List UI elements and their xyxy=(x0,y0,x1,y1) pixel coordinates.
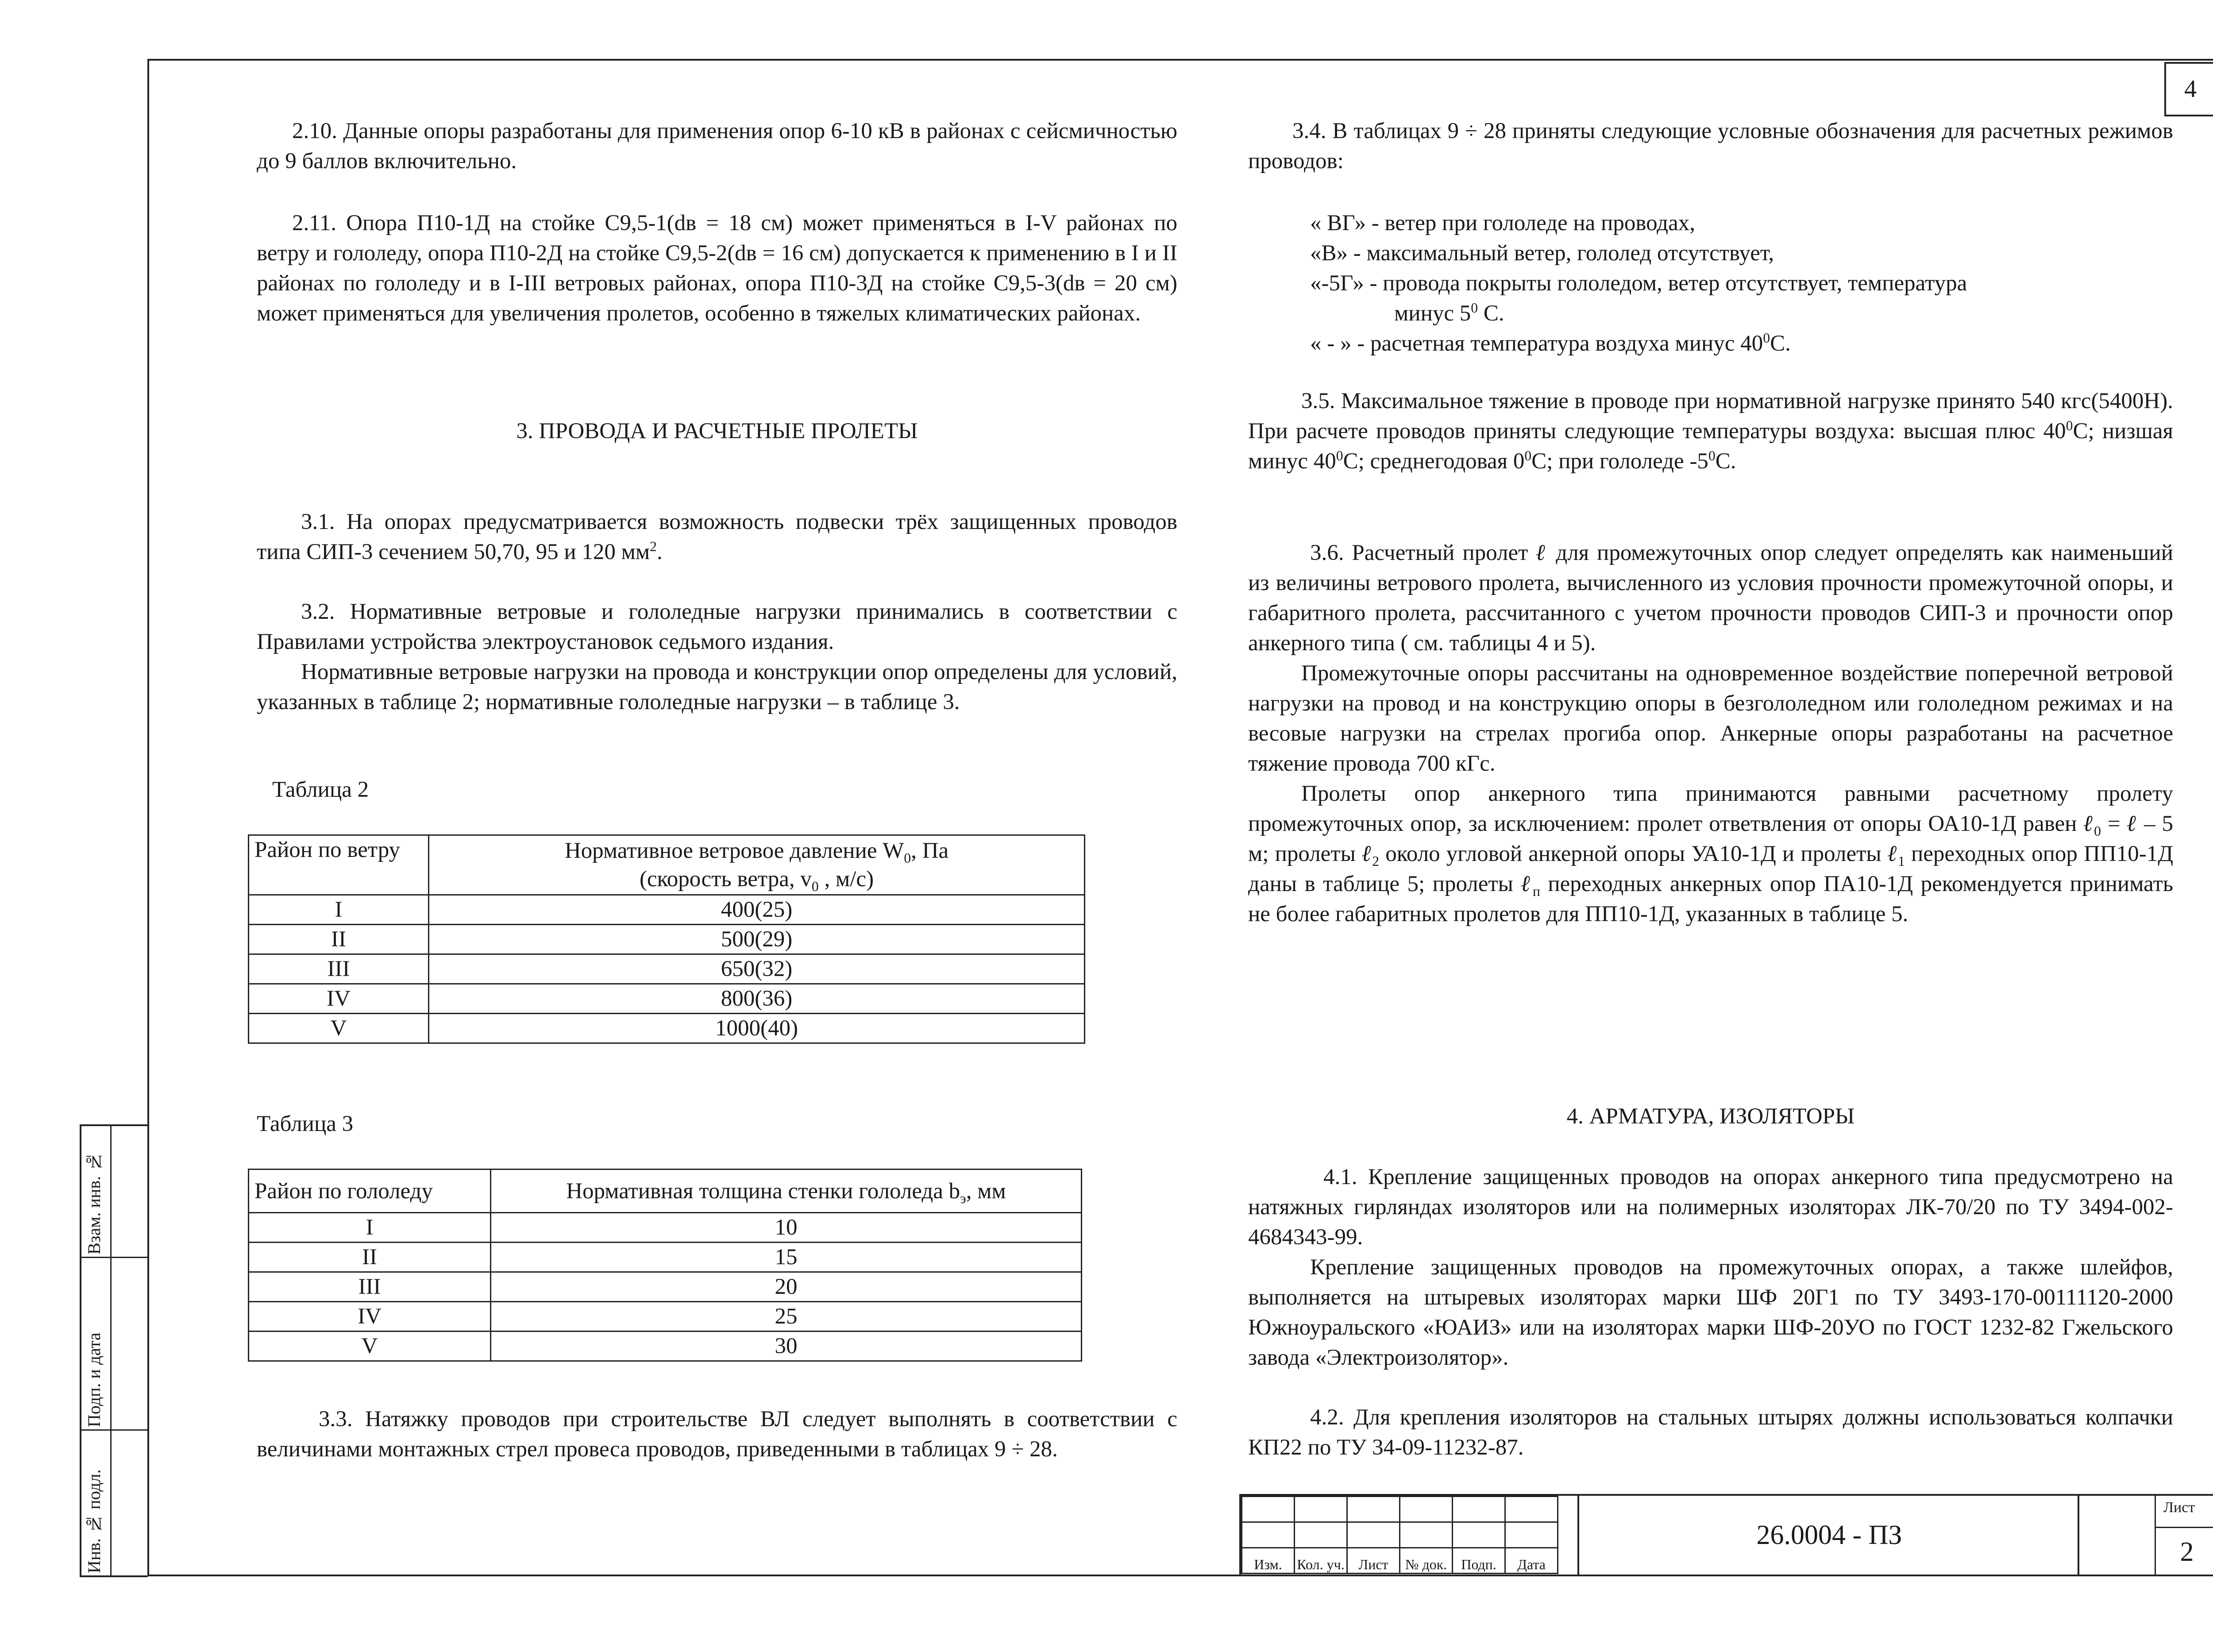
table-2-header-region: Район по ветру xyxy=(249,835,429,895)
paragraph-3-1 xyxy=(257,507,1177,567)
table-cell-value: 25 xyxy=(491,1302,1082,1332)
p35c: С; среднегодовая 0 xyxy=(1343,449,1525,474)
sub2: 2 xyxy=(1372,853,1380,869)
sig-cell xyxy=(1453,1497,1505,1522)
col-kol: Кол. уч. xyxy=(1295,1548,1347,1574)
paragraph-3-1-sup: 2 xyxy=(650,539,657,554)
mode-dash xyxy=(1310,328,2173,359)
paragraph-3-4 xyxy=(1248,116,2173,176)
side-stamp xyxy=(80,1124,148,1577)
paragraph-3-6-a xyxy=(1248,538,2173,658)
table-cell-region: V xyxy=(249,1332,491,1361)
subn: п xyxy=(1532,884,1540,899)
table-row xyxy=(249,1014,1085,1043)
ell-symbol: ℓ xyxy=(2083,811,2094,836)
t2-head-b: , Па xyxy=(911,838,949,863)
sub0: 0 xyxy=(2094,823,2101,839)
sig-cell xyxy=(1242,1497,1295,1522)
table-cell-value: 30 xyxy=(491,1332,1082,1361)
sig-cell xyxy=(1295,1497,1347,1522)
col-ndok: № док. xyxy=(1400,1548,1453,1574)
table-2-header-pressure xyxy=(429,835,1085,895)
p35s1: 0 xyxy=(2066,418,2073,433)
table-cell-region: III xyxy=(249,954,429,984)
sig-cell xyxy=(1347,1497,1400,1522)
sig-cell xyxy=(1347,1522,1400,1548)
mode-5g-sup: 0 xyxy=(1471,300,1478,316)
table-cell-value: 15 xyxy=(491,1243,1082,1272)
sheet-box xyxy=(2078,1496,2213,1575)
mode-vg: « ВГ» - ветер при гололеде на проводах, xyxy=(1310,211,1695,235)
table-3 xyxy=(248,1169,1082,1362)
paragraph-4-2 xyxy=(1248,1402,2173,1463)
paragraph-3-2-a: 3.2. Нормативные ветровые и гололедные нагрузки принимались в соответствии с Правилами устройства электроустановок седьмого издания. xyxy=(257,599,1177,654)
table-row xyxy=(249,1243,1082,1272)
t3-head-a: Нормативная толщина стенки гололеда b xyxy=(566,1178,960,1204)
mode-dash-a: « - » - расчетная температура воздуха минус 40 xyxy=(1310,331,1763,356)
paragraph-2-11-text: 2.11. Опора П10-1Д на стойке С9,5-1(dв = 18 см) может применяться в I-V районах по ветру и гололеду, опора П10-2Д на стойке С9,5-2(dв = 16 см) допускается к применению в I и II районах по гололеду и в I-III ветровых районах, опора П10-3Д на стойке С9,5-3(dв = 20 см) может применяться для увеличения пролетов, особенно в тяжелых климатических районах. xyxy=(257,211,1177,326)
p35a: 3.5. Максимальное тяжение в проводе при нормативной нагрузке принято 540 кгс(5400Н). При расчете проводов приняты следующие температуры воздуха: высшая плюс 40 xyxy=(1248,389,2173,444)
t3-head-b: , мм xyxy=(966,1178,1006,1204)
p35s2: 0 xyxy=(1336,448,1343,463)
mode-5g-b2: С. xyxy=(1478,301,1504,326)
paragraph-4-2-text: 4.2. Для крепления изоляторов на стальных штырях должны использоваться колпачки КП22 по ТУ 34-09-11232-87. xyxy=(1248,1405,2173,1460)
p36d3: – 5 м; пролеты xyxy=(1248,811,2173,866)
sig-cell xyxy=(1400,1522,1453,1548)
stamp-podp-label: Подп. и дата xyxy=(84,1332,104,1427)
ell-symbol: ℓ xyxy=(1536,540,1548,565)
t2-head-d: , м/с) xyxy=(818,867,874,892)
p35s4: 0 xyxy=(1708,448,1716,463)
table-2-caption: Таблица 2 xyxy=(272,777,369,802)
table-2-header xyxy=(249,835,1085,895)
ell-symbol: ℓ xyxy=(1362,841,1373,866)
table-cell-value: 1000(40) xyxy=(429,1014,1085,1043)
p35b: С; низшая минус 40 xyxy=(1248,419,2173,474)
p36d1: Пролеты опор анкерного типа принимаются равными расчетному пролету промежуточных опор, за исключением: пролет ответвления от опоры ОА10-1Д равен xyxy=(1248,781,2173,836)
sig-cell xyxy=(1505,1522,1558,1548)
table-row xyxy=(249,984,1085,1014)
sig-cell xyxy=(1400,1497,1453,1522)
col-podp: Подп. xyxy=(1453,1548,1505,1574)
paragraph-3-6-d xyxy=(1248,779,2173,929)
t3-head-sub: э xyxy=(960,1190,966,1206)
mode-5g: «-5Г» - провода покрыты гололедом, ветер отсутствует, температура xyxy=(1310,271,1967,296)
paragraph-3-5-text xyxy=(1248,386,2173,476)
p36d6: переходных анкерных опор ПА10-1Д рекомендуется принимать не более габаритных пролетов для ПП10-1Д, указанных в таблице 5. xyxy=(1248,872,2174,926)
table-3-header xyxy=(249,1170,1082,1213)
paragraph-3-5 xyxy=(1248,386,2173,476)
table-cell-value: 500(29) xyxy=(429,925,1085,954)
paragraph-4-1 xyxy=(1248,1162,2173,1373)
signature-grid xyxy=(1241,1496,1558,1574)
table-row xyxy=(249,954,1085,984)
table-cell-value: 800(36) xyxy=(429,984,1085,1014)
stamp-vzam-label: Взам. инв. № xyxy=(84,1151,104,1254)
paragraph-3-1-end: . xyxy=(656,540,663,564)
p35d: С; при гололеде -5 xyxy=(1531,449,1708,474)
table-cell-region: III xyxy=(249,1272,491,1302)
title-block xyxy=(1239,1494,2213,1575)
ell-symbol: ℓ xyxy=(1521,872,1533,896)
p35e: С. xyxy=(1715,449,1736,474)
table-cell-region: I xyxy=(249,895,429,925)
paragraph-3-6 xyxy=(1248,538,2173,929)
sig-cell xyxy=(1242,1522,1295,1548)
table-cell-region: IV xyxy=(249,984,429,1014)
p36a: 3.6. Расчетный пролет xyxy=(1310,540,1528,565)
t2-head-sub: 0 xyxy=(904,850,911,866)
paragraph-2-10-text: 2.10. Данные опоры разработаны для применения опор 6-10 кВ в районах с сейсмичностью до 9 баллов включительно. xyxy=(257,119,1177,174)
table-cell-region: II xyxy=(249,925,429,954)
t2-head-c: (скорость ветра, v xyxy=(639,867,812,892)
paragraph-4-1-a: 4.1. Крепление защищенных проводов на опорах анкерного типа предусмотрено на натяжных гирляндах изоляторов или на полимерных изоляторах ЛК-70/20 по ТУ 3494-002-4684343-99. xyxy=(1248,1165,2173,1250)
table-3-header-region: Район по гололеду xyxy=(249,1170,491,1213)
paragraph-2-10 xyxy=(257,116,1177,176)
table-row xyxy=(249,1302,1082,1332)
table-3-header-thickness xyxy=(491,1170,1082,1213)
paragraph-3-4-text: 3.4. В таблицах 9 ÷ 28 приняты следующие условные обозначения для расчетных режимов проводов: xyxy=(1248,119,2173,174)
mode-dash-b: С. xyxy=(1770,331,1791,356)
table-cell-value: 10 xyxy=(491,1213,1082,1243)
table-cell-value: 650(32) xyxy=(429,954,1085,984)
modes-list xyxy=(1310,208,2173,359)
table-cell-region: II xyxy=(249,1243,491,1272)
table-row xyxy=(249,925,1085,954)
table-cell-value: 400(25) xyxy=(429,895,1085,925)
paragraph-3-1-main: 3.1. На опорах предусматривается возможность подвески трёх защищенных проводов типа СИП-3 сечением 50,70, 95 и 120 мм xyxy=(257,509,1177,564)
paragraph-3-6-c: Промежуточные опоры рассчитаны на одновременное воздействие поперечной ветровой нагрузки на провод и на конструкцию опоры в безгололедном или гололедном режимах и на весовые нагрузки на стрелах прогиба опор. Анкерные опоры разработаны на расчетное тяжение провода 700 кГс. xyxy=(1248,661,2173,776)
paragraph-2-11 xyxy=(257,208,1177,328)
paragraph-3-1-text xyxy=(257,507,1177,567)
table-3-caption: Таблица 3 xyxy=(257,1112,354,1136)
paragraph-3-3 xyxy=(257,1404,1177,1464)
mode-v: «В» - максимальный ветер, гололед отсутствует, xyxy=(1310,241,1774,266)
sig-cell xyxy=(1505,1497,1558,1522)
document-code: 26.0004 - ПЗ xyxy=(1577,1496,2079,1575)
mode-dash-sup: 0 xyxy=(1763,330,1770,346)
t2-head-a: Нормативное ветровое давление W xyxy=(564,838,904,863)
p36b: для промежуточных опор следует определять как наименьший из величины ветрового пролета, вычисленного из условия прочности промежуточной опоры, и габаритного пролета, рассчитанного с учетом прочности проводов СИП-3 и прочности опор анкерного типа ( см. таблицы 4 и 5). xyxy=(1248,540,2173,656)
table-cell-region: IV xyxy=(249,1302,491,1332)
mode-5g-b1: минус 5 xyxy=(1394,301,1471,326)
table-2 xyxy=(248,834,1085,1044)
paragraph-3-2-b: Нормативные ветровые нагрузки на провода и конструкции опор определены для условий, указанных в таблице 2; нормативные гололедные нагрузки – в таблице 3. xyxy=(257,660,1177,714)
sheet-label: Лист xyxy=(2163,1499,2195,1516)
col-data: Дата xyxy=(1505,1548,1558,1574)
ell-symbol: ℓ xyxy=(2127,811,2138,836)
section-4-title: 4. АРМАТУРА, ИЗОЛЯТОРЫ xyxy=(1566,1104,1855,1129)
col-izm: Изм. xyxy=(1242,1548,1295,1574)
corner-page-number: 4 xyxy=(2164,62,2213,116)
ell-symbol: ℓ xyxy=(1887,841,1898,866)
stamp-inv-label: Инв. № подл. xyxy=(84,1469,104,1573)
table-cell-region: V xyxy=(249,1014,429,1043)
table-cell-value: 20 xyxy=(491,1272,1082,1302)
table-row xyxy=(249,1213,1082,1243)
mode-5g-cont xyxy=(1310,298,2173,328)
table-row xyxy=(249,895,1085,925)
sheet-number: 2 xyxy=(2155,1527,2213,1576)
paragraph-3-3-text: 3.3. Натяжку проводов при строительстве ВЛ следует выполнять в соответствии с величинами монтажных стрел провеса проводов, приведенными в таблицах 9 ÷ 28. xyxy=(257,1407,1177,1462)
table-row xyxy=(249,1272,1082,1302)
sig-cell xyxy=(1295,1522,1347,1548)
p36d5: переходных опор ПП10-1Д даны в таблице 5; пролеты xyxy=(1248,841,2173,896)
p36d4: около угловой анкерной опоры УА10-1Д и пролеты xyxy=(1385,841,1881,866)
p35s3: 0 xyxy=(1524,448,1532,463)
table-cell-region: I xyxy=(249,1213,491,1243)
sheet-divider xyxy=(2155,1496,2156,1527)
section-3-title: 3. ПРОВОДА И РАСЧЕТНЫЕ ПРОЛЕТЫ xyxy=(516,419,918,444)
sig-cell xyxy=(1453,1522,1505,1548)
paragraph-4-1-b: Крепление защищенных проводов на промежуточных опорах, а также шлейфов, выполняется на штыревых изоляторах марки ШФ 20Г1 по ТУ 3493-170-00111120-2000 Южноуральского «ЮАИЗ» или на изоляторах марки ШФ-20УО по ГОСТ 1232-82 Гжельского завода «Электроизолятор». xyxy=(1248,1255,2173,1370)
col-list: Лист xyxy=(1347,1548,1400,1574)
sub1: 1 xyxy=(1898,853,1905,869)
t2-head-sub2: 0 xyxy=(811,879,819,895)
paragraph-3-2 xyxy=(257,597,1177,717)
table-row xyxy=(249,1332,1082,1361)
p36d2: = xyxy=(2107,811,2120,836)
